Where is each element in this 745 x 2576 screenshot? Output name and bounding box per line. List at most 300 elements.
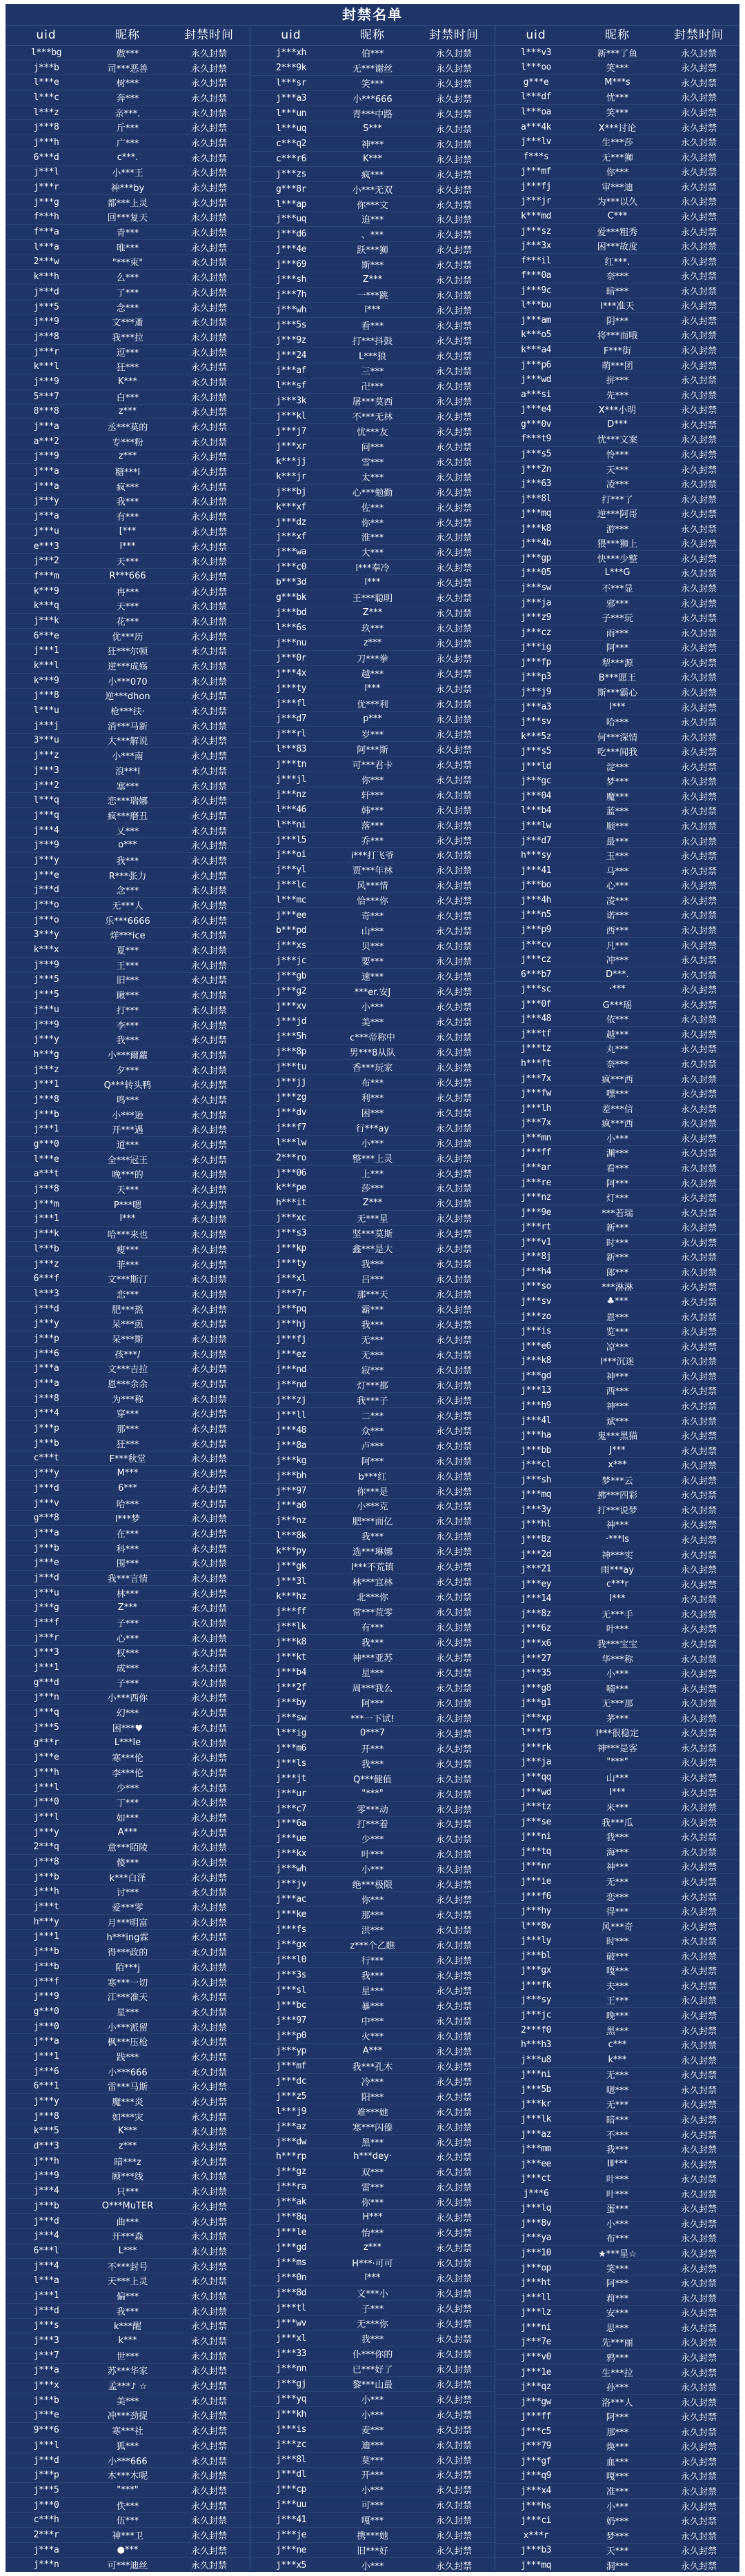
table-row [495,1354,739,1369]
ban-duration-cell: 永久封禁 [680,2041,717,2052]
nickname-cell: 小***南 [112,752,143,763]
table-row [495,1265,739,1280]
ban-duration-cell: 永久封禁 [190,871,227,882]
ban-duration-cell: 永久封禁 [680,1922,717,1933]
ban-duration-cell: 永久封禁 [435,1245,472,1256]
table-row [6,225,250,240]
nickname-cell: 小*** [606,2502,629,2513]
ban-duration-cell: 永久封禁 [435,1668,472,1679]
nickname-cell: 小*** [606,1669,629,1680]
ban-duration-cell: 永久封禁 [680,1966,717,1978]
ban-duration-cell: 永久封禁 [190,63,227,74]
nickname-cell: c***帝称中 [350,1032,395,1043]
table-row [250,863,495,878]
ban-duration-cell: 永久封禁 [190,1813,227,1824]
table-row [250,1302,495,1317]
table-row [250,2346,495,2362]
nickname-cell: 月***明富 [107,1918,148,1929]
table-row [250,833,495,848]
uid-cell: j***kp [276,1243,306,1254]
ban-duration-cell: 永久封禁 [190,1200,227,1211]
table-row [250,1665,495,1680]
ban-duration-cell: 永久封禁 [435,745,472,756]
uid-cell: j***is [276,2424,306,2435]
nickname-cell: G***瑶 [602,1000,633,1011]
nickname-cell: 旧***好 [357,2546,388,2557]
table-row [6,853,250,868]
ban-duration-cell: 永久封禁 [680,1327,717,1338]
nickname-cell: 旧*** [116,976,139,987]
uid-cell: j***c5 [521,2426,551,2437]
uid-cell: j***z9 [521,612,551,623]
uid-cell: j***2f [276,1682,306,1693]
table-row [495,1235,739,1250]
nickname-cell: 我*** [606,1833,629,1844]
nickname-cell: 斌*** [606,1416,629,1427]
nickname-cell: 大*** [361,548,384,559]
uid-cell: j***z [33,750,59,761]
uid-cell: g***e [523,77,549,88]
table-row [495,774,739,789]
ban-duration-cell: 永久封禁 [190,2067,227,2078]
nickname-cell: L***le [114,1737,141,1748]
ban-duration-cell: 永久封禁 [680,1461,717,1472]
ban-duration-cell: 永久封禁 [190,2217,227,2228]
uid-cell: h***y [33,1916,59,1927]
uid-cell: j***y [33,496,59,507]
uid-cell: j***b [33,2395,59,2406]
uid-cell: j***by [276,1697,306,1708]
ban-duration-cell: 永久封禁 [680,643,717,654]
ban-duration-cell: 永久封禁 [680,1104,717,1115]
ban-duration-cell: 永久封禁 [190,423,227,434]
ban-duration-cell: 永久封禁 [435,381,472,392]
nickname-cell: 喃*** [606,1684,629,1695]
uid-cell: j***69 [276,259,306,270]
uid-cell: j***8p [276,1046,306,1057]
table-row [495,1636,739,1651]
ban-duration-cell: 永久封禁 [680,658,717,669]
ban-duration-cell: 永久封禁 [680,2546,717,2557]
table-row [6,674,250,689]
nickname-cell: 跃***狮 [357,245,388,256]
ban-column-1 [6,26,250,2573]
ban-duration-cell: 永久封禁 [190,1050,227,1061]
header-nickname: 昵称 [115,28,140,42]
nickname-cell: 落*** [361,821,384,832]
ban-duration-cell: 永久封禁 [680,569,717,580]
nickname-cell: 奈*** [606,272,629,283]
uid-cell: j***kx [276,1849,306,1860]
table-row [495,670,739,685]
table-row [495,581,739,596]
ban-duration-cell: 永久封禁 [435,2410,472,2421]
uid-cell: j***8 [33,1094,59,1105]
ban-duration-cell: 永久封禁 [435,2122,472,2133]
nickname-cell: 优***历 [112,632,143,643]
uid-cell: j***sw [521,583,551,594]
uid-cell: j***1 [33,1124,59,1135]
table-row [495,744,739,759]
table-row [6,943,250,958]
table-row [6,1975,250,1990]
header-uid: uid [36,28,57,42]
uid-cell: j***n5 [521,909,551,920]
uid-cell: j***2d [521,1549,551,1560]
uid-cell: j***xc [276,1213,306,1224]
nickname-cell: 嘎*** [606,2472,629,2483]
table-row [250,1060,495,1075]
ban-duration-cell: 永久封禁 [435,2092,472,2103]
table-row [250,1484,495,1499]
uid-cell: j***fj [276,1334,306,1345]
uid-cell: f***0a [521,270,551,281]
ban-duration-cell: 永久封禁 [680,2219,717,2230]
uid-cell: l***oa [521,107,551,118]
table-row [6,464,250,479]
table-row [495,536,739,552]
table-row [495,2424,739,2439]
table-row [6,509,250,524]
table-row [6,1436,250,1451]
uid-cell: j***pq [276,1304,306,1315]
ban-duration-cell: 永久封禁 [680,494,717,505]
table-row [6,210,250,225]
uid-cell: j***a [33,1378,59,1389]
table-row [250,394,495,409]
nickname-cell: 小*** [361,2562,384,2573]
table-row [250,2543,495,2558]
nickname-cell: C*** [607,210,628,221]
ban-duration-cell: 永久封禁 [435,790,472,801]
ban-duration-cell: 永久封禁 [435,594,472,605]
nickname-cell: 速*** [361,972,384,983]
uid-cell: j***79 [521,2441,551,2452]
uid-cell: j***3 [33,1647,59,1658]
table-row [6,2423,250,2438]
nickname-cell: 孙*** [606,2383,629,2394]
table-row [495,1502,739,1518]
ban-duration-cell: 永久封禁 [680,792,717,803]
uid-cell: j***y [33,2096,59,2107]
table-row [6,2288,250,2304]
nickname-cell: R***666 [109,570,146,581]
nickname-cell: 吃***闻我 [597,747,638,758]
uid-cell: j***4h [521,894,551,905]
nickname-cell: 无*** [606,2100,629,2111]
ban-duration-cell: 永久封禁 [435,1305,472,1316]
uid-cell: j***9z [276,335,306,346]
ban-duration-cell: 永久封禁 [190,2187,227,2198]
table-row [6,1915,250,1930]
ban-duration-cell: 永久封禁 [435,1986,472,1997]
table-row [495,1086,739,1101]
uid-cell: j***n [33,1692,59,1703]
ban-duration-cell: 永久封禁 [190,1573,227,1584]
ban-duration-cell: 永久封禁 [190,1409,227,1420]
ban-duration-cell: 永久封禁 [190,1380,227,1391]
table-row [250,1014,495,1029]
table-row [495,179,739,194]
nickname-cell: 青*** [116,228,139,239]
table-row [495,2291,739,2306]
uid-cell: j***a [33,511,59,522]
ban-duration-cell: 永久封禁 [190,1693,227,1704]
nickname-cell: 唯*** [116,243,139,254]
header-nickname: 昵称 [605,28,630,42]
uid-cell: j***nu [276,638,306,649]
nickname-cell: 香***玩家 [352,1063,393,1074]
ban-duration-cell: 永久封禁 [190,1005,227,1016]
table-row [6,569,250,584]
nickname-cell: 子***玩 [602,614,633,625]
ban-duration-cell: 永久封禁 [190,901,227,912]
nickname-cell: z*** [363,638,382,649]
ban-duration-cell: 永久封禁 [680,1238,717,1249]
uid-cell: j***se [521,1816,551,1827]
table-row [250,2437,495,2453]
ban-duration-cell: 永久封禁 [680,985,717,996]
uid-cell: j***41 [521,865,551,876]
uid-cell: 3***u [33,735,59,746]
table-row [6,1376,250,1391]
ban-duration-cell: 永久封禁 [190,303,227,314]
ban-duration-cell: 永久封禁 [680,2323,717,2334]
nickname-cell: l***奉冷 [355,563,390,574]
nickname-cell: 叶*** [606,2175,629,2186]
ban-duration-cell: 永久封禁 [435,2349,472,2360]
table-row [6,1167,250,1183]
table-row [6,658,250,674]
nickname-cell: R***张力 [108,871,147,882]
nickname-cell: 怡*** [361,2228,384,2240]
nickname-cell: 西*** [606,1387,629,1398]
uid-cell: j***cv [521,939,551,950]
uid-cell: 2***f0 [521,2024,551,2035]
table-row [495,818,739,834]
uid-cell: j***lk [521,2113,551,2124]
uid-cell: j***8j [521,1251,551,1262]
table-row [495,2216,739,2231]
nickname-cell: 寒***一切 [107,1978,148,1989]
table-row [6,2214,250,2229]
table-row [6,1003,250,1018]
table-row [250,1817,495,1832]
nickname-cell: 有*** [361,1623,384,1634]
uid-cell: j***zj [276,1394,306,1405]
nickname-cell: 霸*** [361,1305,384,1316]
ban-duration-cell: 永久封禁 [190,1544,227,1555]
nickname-cell: 最*** [606,836,629,847]
nickname-cell: 犁***源 [602,658,633,669]
uid-cell: l***ig [276,1727,306,1738]
uid-cell: j***ld [521,761,551,772]
nickname-cell: Z*** [362,274,383,285]
table-row [495,2365,739,2380]
ban-duration-cell: 永久封禁 [680,940,717,952]
table-row [495,1488,739,1503]
ban-duration-cell: 永久封禁 [680,123,717,134]
ban-duration-cell: 永久封禁 [190,766,227,777]
table-row [495,834,739,849]
nickname-cell: 开*** [361,2471,384,2482]
uid-cell: j***7e [521,2337,551,2348]
uid-cell: j***1 [33,1662,59,1673]
ban-duration-cell: 永久封禁 [680,1491,717,1502]
nickname-cell: b***红 [358,1471,387,1482]
uid-cell: j***ni [521,2322,551,2333]
table-row [250,1362,495,1378]
nickname-cell: 新*** [606,1223,629,1234]
uid-cell: j***gz [276,2166,306,2177]
ban-duration-cell: 永久封禁 [680,1862,717,1873]
uid-cell: j***5 [33,1722,59,1733]
ban-duration-cell: 永久封禁 [190,2501,227,2512]
uid-cell: j***kg [276,1455,306,1466]
nickname-cell: 困*** [361,1108,384,1119]
uid-cell: l***46 [276,804,306,815]
table-row [250,1499,495,1514]
header-ban-duration: 封禁时间 [674,28,724,42]
uid-cell: 6***d [33,152,59,163]
nickname-cell: 阿*** [361,1698,384,1709]
nickname-cell: Q***转头鸭 [103,1080,152,1091]
uid-cell: j***ie [521,1875,551,1886]
nickname-cell: 佐*** [361,503,384,514]
uid-cell: j***t [33,1902,59,1913]
nickname-cell: 我***孔木 [352,2062,393,2073]
ban-duration-cell: 永久封禁 [680,405,717,416]
nickname-cell: 行*** [361,1956,384,1967]
uid-cell: j***dz [276,516,306,527]
ban-duration-cell: 永久封禁 [190,602,227,613]
table-row [6,629,250,644]
ban-duration-cell: 永久封禁 [190,2291,227,2302]
uid-cell: j***5b [521,2084,551,2095]
ban-duration-cell: 永久封禁 [680,2502,717,2513]
table-row [6,2109,250,2124]
ban-duration-cell: 永久封禁 [680,1431,717,1442]
nickname-cell: 冲***劲捉 [107,2411,148,2422]
table-row [495,134,739,150]
nickname-cell: 文***齑 [112,318,143,329]
uid-cell: j***24 [276,350,306,361]
table-row [250,76,495,91]
uid-cell: j***e [33,1752,59,1763]
nickname-cell: 苏***华家 [107,2366,148,2377]
ban-duration-cell: 永久封禁 [680,2204,717,2215]
uid-cell: j***ls [276,1758,306,1769]
nickname-cell: 傻*** [116,1858,139,1869]
table-row [6,1137,250,1152]
ban-duration-cell: 永久封禁 [190,796,227,807]
uid-cell: j***yp [276,2045,306,2056]
uid-cell: j***7x [521,1118,551,1129]
ban-duration-cell: 永久封禁 [435,2107,472,2118]
uid-cell: j***p [33,1423,59,1434]
ban-duration-cell: 永久封禁 [190,2262,227,2273]
uid-cell: 2***9k [276,62,306,73]
ban-duration-cell: 永久封禁 [680,1015,717,1026]
table-row [6,180,250,195]
ban-duration-cell: 永久封禁 [435,2319,472,2330]
nickname-cell: 阿*** [361,1456,384,1467]
table-row [6,2468,250,2483]
uid-cell: k***jr [276,471,306,482]
nickname-cell: 少*** [361,1835,384,1846]
uid-cell: j***1 [33,1214,59,1225]
nickname-cell: 思*** [606,2323,629,2334]
uid-cell: j***d [33,2305,59,2316]
uid-cell: j***bb [521,1445,551,1456]
uid-cell: j***4 [33,825,59,836]
uid-cell: j***x6 [521,1638,551,1649]
nickname-cell: 淀*** [606,762,629,773]
uid-cell: c***r6 [276,153,306,164]
uid-cell: j***8l [276,2454,306,2465]
ban-duration-cell: 永久封禁 [190,2441,227,2452]
uid-cell: k***md [521,210,551,221]
ban-duration-cell: 永久封禁 [435,1502,472,1513]
uid-cell: j***wd [521,1787,551,1798]
nickname-cell: 疯***磨丑 [107,811,148,822]
ban-duration-cell: 永久封禁 [680,1194,717,1205]
nickname-cell: 爱***零 [112,1903,143,1914]
table-row [250,666,495,681]
uid-cell: j***3l [276,1576,306,1587]
ban-duration-cell: 永久封禁 [680,2531,717,2542]
ban-duration-cell: 永久封禁 [680,2442,717,2453]
header-nickname: 昵称 [360,28,385,42]
uid-cell: j***ci [521,2515,551,2526]
table-row [6,2154,250,2169]
nickname-cell: 洪*** [361,1926,384,1937]
ban-duration-cell: 永久封禁 [190,1514,227,1525]
uid-cell: j***8q [276,2212,306,2223]
uid-cell: j***8l [521,493,551,504]
ban-duration-cell: 永久封禁 [435,1850,472,1861]
table-row [6,539,250,554]
uid-cell: j***s5 [521,448,551,459]
uid-cell: j***k [33,1229,59,1240]
ban-duration-cell: 永久封禁 [190,2157,227,2168]
ban-duration-cell: 永久封禁 [190,2486,227,2497]
table-row [495,2350,739,2365]
table-row [6,793,250,808]
nickname-cell: 阴*** [606,316,629,327]
table-row [250,2558,495,2573]
header-ban-duration: 封禁时间 [184,28,234,42]
uid-cell: j***a [33,421,59,432]
ban-duration-cell: 永久封禁 [190,2007,227,2018]
table-row [250,2180,495,2195]
table-row [250,1938,495,1953]
table-row [6,1885,250,1900]
table-header [495,26,739,46]
uid-cell: j***3s [276,1970,306,1981]
uid-cell: j***05 [521,567,551,578]
uid-cell: j***4x [276,668,306,679]
table-row [250,2013,495,2029]
ban-duration-cell: 永久封禁 [680,2055,717,2066]
nickname-cell: 鸣*** [116,1095,139,1106]
table-row [495,967,739,983]
nickname-cell: 轩*** [361,790,384,801]
nickname-cell: 笑*** [361,79,384,90]
nickname-cell: 糖***l [115,467,141,479]
ban-duration-cell: 永久封禁 [435,1017,472,1028]
uid-cell: j***xh [276,47,306,58]
